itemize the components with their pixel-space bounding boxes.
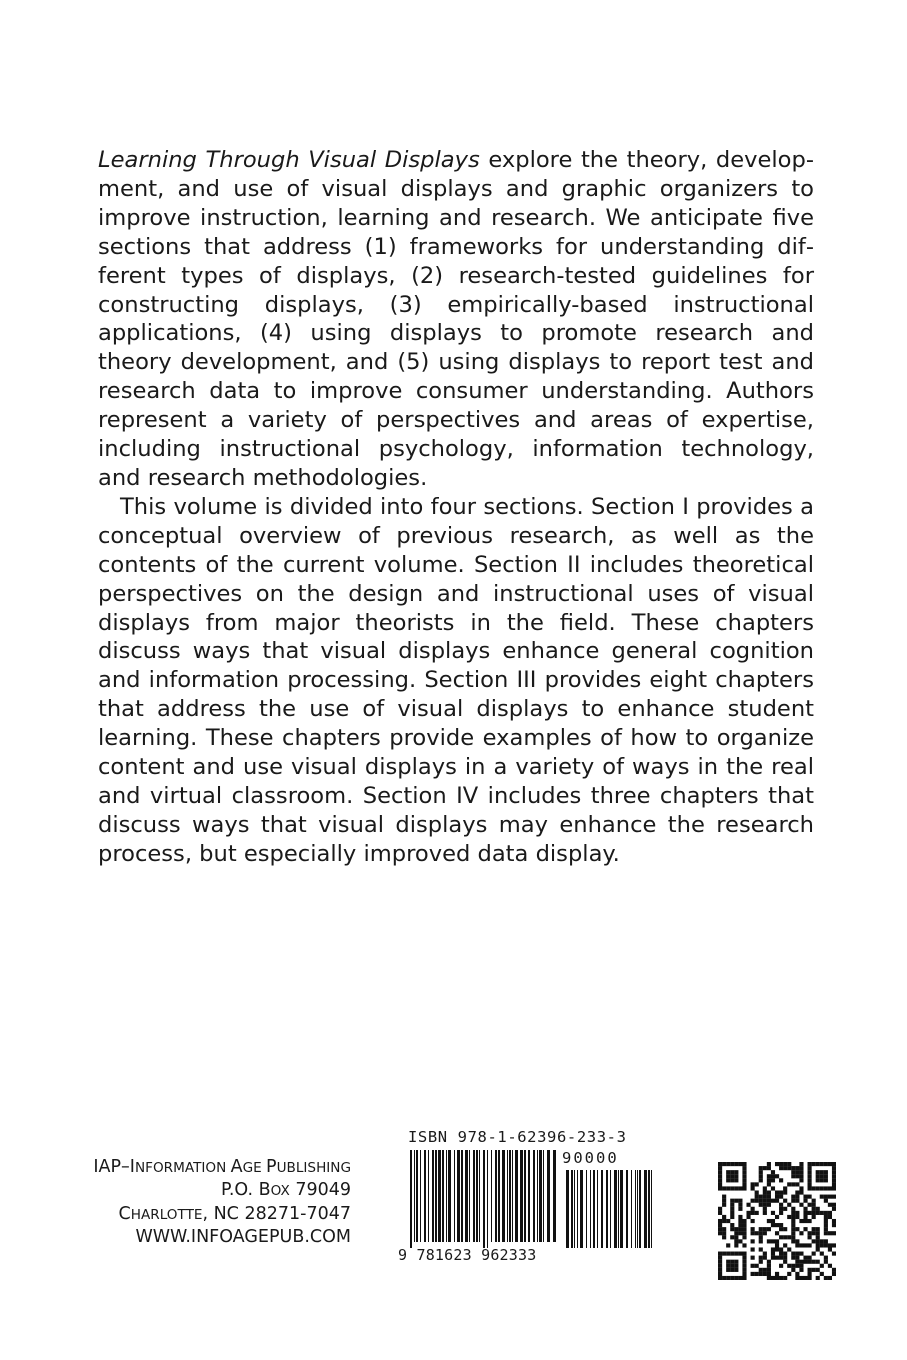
publisher-city: CHARLOTTE, NC 28271-7047 <box>118 1203 351 1224</box>
publisher-name: IAP–INFORMATION AGE PUBLISHING <box>93 1157 351 1177</box>
publisher-website[interactable]: WWW.INFOAGEPUB.COM <box>135 1227 351 1248</box>
blurb-paragraph-1-text: explore the theory, development, and use of visual displays and graphic organizers to improve instruction, learning and research. We anticipate five sections that address (1) frameworks for understanding different types of displays, (2) research-tested guidelines for constructing displays, (3) empirically-based instructional applications, (4) using displays to promote research and theory development, and (5) using displays to report test and research data to improve consumer understanding. Authors represent a variety of perspectives and areas of expertise, including instructional psychology, information technology, and research methodologies. <box>98 147 815 491</box>
isbn-barcode <box>398 1128 658 1278</box>
publisher-address <box>40 1156 351 1249</box>
publisher-po-box: P.O. BOX 79049 <box>221 1180 351 1201</box>
barcode-bars-icon <box>398 1150 658 1250</box>
ean-digits: 9 781623 962333 <box>398 1246 537 1264</box>
price-addon-label: 90000 <box>562 1149 619 1167</box>
qr-code-icon[interactable] <box>718 1162 836 1280</box>
blurb-paragraph-1 <box>98 146 814 493</box>
isbn-label: ISBN 978-1-62396-233-3 <box>408 1128 627 1146</box>
blurb-paragraph-2: This volume is divided into four sections. Section I provides a conceptual overview of previous research, as well as the contents of the current volume. Section II includes theoretical perspectives on the design and instructional uses of visual displays from major theorists in the field. These chapters discuss ways that visual displays enhance general cognition and information processing. Section III provides eight chapters that address the use of visual displays to enhance student learning. These chapters provide examples of how to organize content and use visual displays in a variety of ways in the real and virtual classroom. Section IV includes three chapters that discuss ways that visual displays may enhance the research process, but especially improved data display. <box>98 493 814 867</box>
back-cover-blurb <box>98 146 814 869</box>
book-title: Learning Through Visual Displays <box>98 147 480 173</box>
